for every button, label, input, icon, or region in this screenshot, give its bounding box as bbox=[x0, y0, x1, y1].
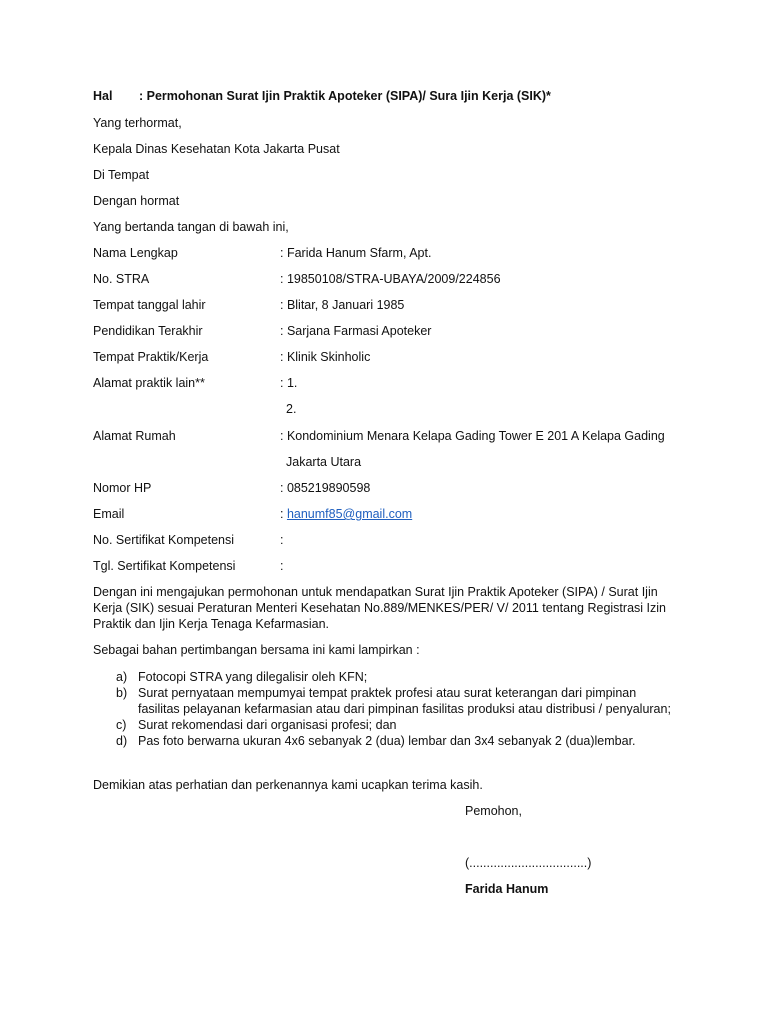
email-link[interactable]: hanumf85@gmail.com bbox=[286, 507, 413, 521]
field-label: Alamat praktik lain** bbox=[93, 376, 205, 390]
field-value: : Kondominium Menara Kelapa Gading Tower E 201 A Kelapa Gading bbox=[280, 429, 665, 443]
list-text: Pas foto berwarna ukuran 4x6 sebanyak 2 (dua) lembar dan 3x4 sebanyak 2 (dua)lembar. bbox=[138, 734, 636, 748]
list-text: Surat rekomendasi dari organisasi profesi; dan bbox=[138, 718, 397, 732]
field-value-continued: Jakarta Utara bbox=[286, 455, 362, 469]
field-label: No. Sertifikat Kompetensi bbox=[93, 533, 235, 547]
intro-text: Yang bertanda tangan di bawah ini, bbox=[93, 220, 289, 234]
subject-label: Hal bbox=[93, 89, 113, 103]
field-value: : Farida Hanum Sfarm, Apt. bbox=[280, 246, 432, 260]
field-label: Pendidikan Terakhir bbox=[93, 324, 203, 338]
field-value: : bbox=[280, 533, 284, 547]
list-marker: a) bbox=[116, 670, 128, 684]
list-marker: c) bbox=[116, 718, 127, 732]
field-value: : 19850108/STRA-UBAYA/2009/224856 bbox=[280, 272, 501, 286]
field-label: Tgl. Sertifikat Kompetensi bbox=[93, 559, 236, 573]
list-marker: b) bbox=[116, 686, 128, 700]
greeting: Dengan hormat bbox=[93, 194, 180, 208]
field-value-continued: 2. bbox=[286, 402, 297, 416]
place: Di Tempat bbox=[93, 168, 150, 182]
email-prefix: : bbox=[280, 507, 287, 521]
field-value: : Sarjana Farmasi Apoteker bbox=[280, 324, 432, 338]
closing-text: Demikian atas perhatian dan perkenannya kami ucapkan terima kasih. bbox=[93, 778, 483, 792]
list-text: Fotocopi STRA yang dilegalisir oleh KFN; bbox=[138, 670, 368, 684]
signature-line: (..................................) bbox=[465, 856, 592, 870]
field-label: Alamat Rumah bbox=[93, 429, 176, 443]
list-text: Surat pernyataan mempumyai tempat praktek profesi atau surat keterangan dari pimpinan fasilitas pelayanan kefarmasian atau dari pimpinan fasilitas produksi atau distribusi / penyaluran; bbox=[138, 686, 671, 716]
list-item bbox=[93, 685, 673, 717]
field-value bbox=[280, 507, 412, 522]
recipient: Kepala Dinas Kesehatan Kota Jakarta Pusat bbox=[93, 142, 340, 156]
field-label: Nomor HP bbox=[93, 481, 152, 495]
field-value: : 1. bbox=[280, 376, 298, 390]
signature-title: Pemohon, bbox=[465, 804, 522, 818]
field-value: : 085219890598 bbox=[280, 481, 371, 495]
field-label: No. STRA bbox=[93, 272, 150, 286]
list-item bbox=[93, 733, 673, 749]
salutation: Yang terhormat, bbox=[93, 116, 182, 130]
signature-name: Farida Hanum bbox=[465, 882, 549, 896]
list-item bbox=[93, 717, 673, 733]
field-label: Email bbox=[93, 507, 125, 521]
request-paragraph: Dengan ini mengajukan permohonan untuk mendapatkan Surat Ijin Praktik Apoteker (SIPA) / Surat Ijin Kerja (SIK) sesuai Peraturan Menteri Kesehatan No.889/MENKES/PER/ V/ 2011 tentang Registrasi Izin Praktik dan Ijin Kerja Tenaga Kefarmasian. bbox=[93, 585, 666, 631]
attachments-intro: Sebagai bahan pertimbangan bersama ini kami lampirkan : bbox=[93, 643, 420, 657]
field-value: : Klinik Skinholic bbox=[280, 350, 371, 364]
field-value: : Blitar, 8 Januari 1985 bbox=[280, 298, 405, 312]
field-label: Nama Lengkap bbox=[93, 246, 178, 260]
list-item bbox=[93, 669, 673, 685]
list-marker: d) bbox=[116, 734, 128, 748]
attachments-list bbox=[93, 669, 673, 749]
field-value: : bbox=[280, 559, 284, 573]
field-label: Tempat Praktik/Kerja bbox=[93, 350, 209, 364]
subject-text: : Permohonan Surat Ijin Praktik Apoteker (SIPA)/ Sura Ijin Kerja (SIK)* bbox=[139, 89, 551, 103]
field-label: Tempat tanggal lahir bbox=[93, 298, 206, 312]
